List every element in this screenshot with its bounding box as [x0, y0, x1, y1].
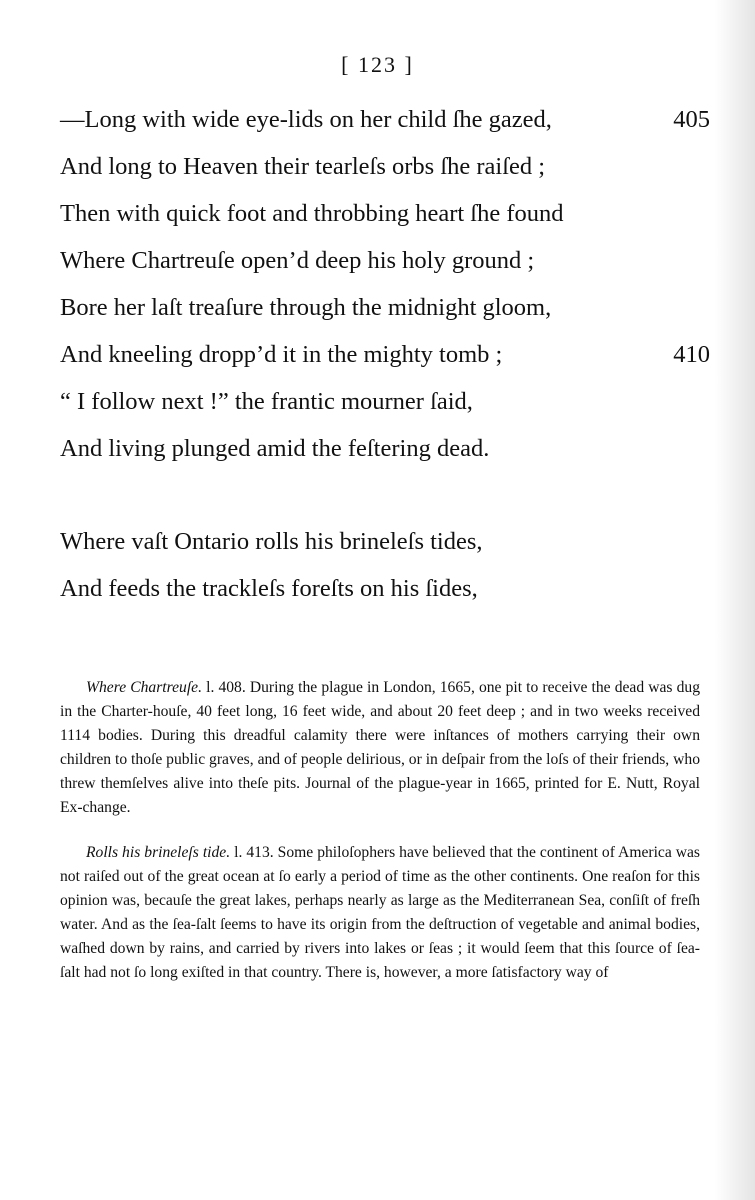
footnotes: [60, 676, 700, 1006]
footnote: [60, 841, 700, 985]
poem-block: [60, 96, 710, 612]
line-number: 405: [673, 106, 710, 133]
poem-line-text: Where vaſt Ontario rolls his brineleſs tides,: [60, 528, 483, 555]
poem-line-text: And long to Heaven their tearleſs orbs ſhe raiſed ;: [60, 153, 546, 180]
poem-line: [60, 143, 710, 190]
poem-line: [60, 565, 710, 612]
poem-line: [60, 518, 710, 565]
poem-line-text: Bore her laſt treaſure through the midnight gloom,: [60, 294, 552, 321]
poem-line: [60, 425, 710, 472]
poem-line: [60, 378, 710, 425]
poem-line-text: Then with quick foot and throbbing heart ſhe found: [60, 200, 564, 227]
poem-line: [60, 190, 710, 237]
stanza-break: [60, 472, 710, 518]
poem-line-text: “ I follow next !” the frantic mourner ſaid,: [60, 388, 473, 415]
footnote-lemma: Rolls his brineleſs tide.: [86, 844, 231, 861]
poem-line: [60, 331, 710, 378]
poem-line: [60, 96, 710, 143]
poem-line-text: And feeds the trackleſs foreſts on his ſides,: [60, 575, 478, 602]
poem-line-text: And kneeling dropp’d it in the mighty tomb ;: [60, 341, 503, 368]
page-number: [ 123 ]: [341, 52, 414, 77]
poem-line: [60, 237, 710, 284]
page-gutter-shadow: [715, 0, 755, 1200]
footnote: [60, 676, 700, 820]
poem-line-text: Where Chartreuſe open’d deep his holy ground ;: [60, 247, 535, 274]
poem-line-text: —Long with wide eye-lids on her child ſhe gazed,: [60, 106, 552, 133]
line-number: 410: [673, 341, 710, 368]
footnote-text: l. 408. During the plague in London, 1665, one pit to receive the dead was dug in the Charter-houſe, 40 feet long, 16 feet wide, and about 20 feet deep ; and in two weeks received 1114 bodies. During this dreadful calamity there were inſtances of mothers carrying their own children to thoſe public graves, and of people delirious, or in deſpair from the loſs of their friends, who threw themſelves alive into theſe pits. Journal of the plague-year in 1665, printed for E. Nutt, Royal Ex-change.: [60, 679, 700, 816]
footnote-text: l. 413. Some philoſophers have believed that the continent of America was not raiſed out of the great ocean at ſo early a period of time as the other continents. One reaſon for this opinion was, becauſe the great lakes, perhaps nearly as large as the Mediterranean Sea, conſiſt of freſh water. And as the ſea-ſalt ſeems to have its origin from the deſtruction of vegetable and animal bodies, waſhed down by rains, and carried by rivers into lakes or ſeas ; it would ſeem that this ſource of ſea-ſalt had not ſo long exiſted in that country. There is, however, a more ſatisfactory way of: [60, 844, 700, 981]
footnote-lemma: Where Chartreuſe.: [86, 679, 202, 696]
poem-line-text: And living plunged amid the feſtering dead.: [60, 435, 490, 462]
poem-line: [60, 284, 710, 331]
